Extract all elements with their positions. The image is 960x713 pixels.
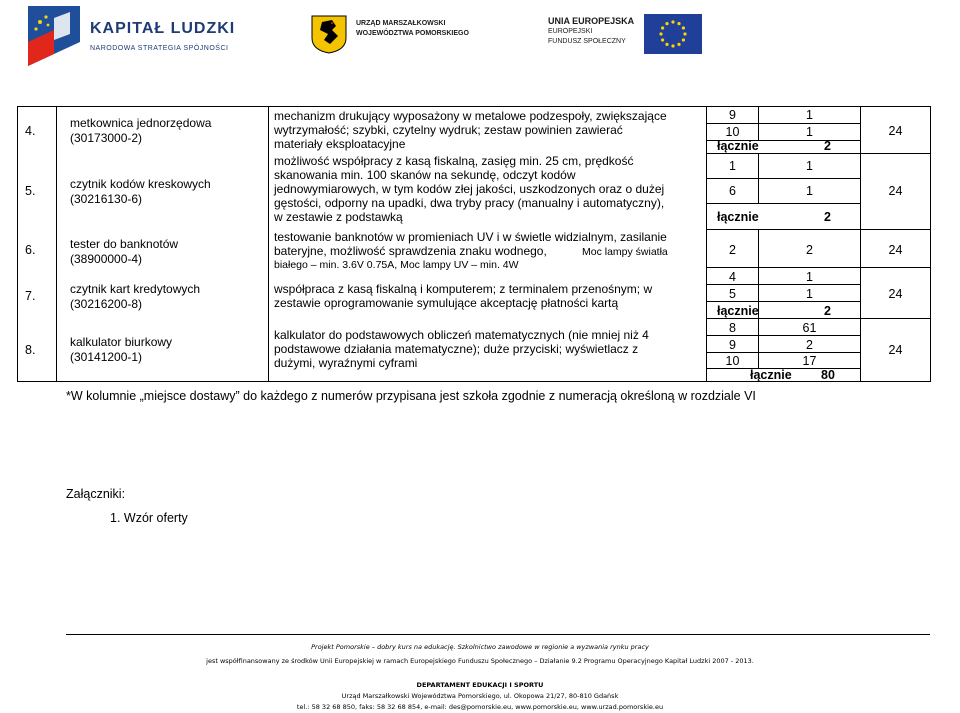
footer-department: DEPARTAMENT EDUKACJI I SPORTU	[416, 681, 544, 689]
g5-qty-1: 61	[802, 321, 817, 335]
g2-right-value: 24	[888, 184, 903, 198]
g4-qty-1: 1	[806, 270, 813, 284]
g2-loc-1: 1	[729, 159, 736, 173]
g4-qty-2: 1	[806, 287, 813, 301]
row-number-5: 5.	[25, 184, 36, 198]
g4-right-value: 24	[888, 287, 903, 301]
row-number-7: 7.	[25, 289, 36, 303]
item-code-6: (38900000-4)	[70, 252, 143, 266]
g3-qty: 2	[806, 243, 813, 257]
row-number-4: 4.	[25, 124, 36, 138]
item-name-5: czytnik kodów kreskowych	[70, 177, 211, 191]
footer-contact: tel.: 58 32 68 850, faks: 58 32 68 854, e-mail: des@pomorskie.eu, www.pomorskie.eu, www.urzad.pomorskie.eu	[296, 703, 664, 711]
item-code-7: (30216200-8)	[70, 297, 143, 311]
footer-funding: jest współfinansowany ze środków Unii Europejskiej w ramach Europejskiego Funduszu Społecznego – Działanie 9.2 Programu Operacyjnego Kapitał Ludzki 2007 - 2013.	[206, 657, 754, 665]
unia-europejska-logo	[548, 14, 708, 56]
desc-4-line-2: wytrzymałość; szybki, czytelny wydruk; zestaw powinien zawierać	[274, 123, 623, 137]
g1-total-label: łącznie	[717, 139, 759, 153]
g5-loc-2: 9	[729, 338, 736, 352]
eu-line-1: UNIA EUROPEJSKA	[548, 16, 635, 26]
g4-total-label: łącznie	[717, 304, 759, 318]
urzad-line-2: WOJEWÓDZTWA POMORSKIEGO	[356, 30, 469, 37]
g3-right-value: 24	[888, 243, 903, 257]
kapital-ludzki-subtitle: NARODOWA STRATEGIA SPÓJNOŚCI	[90, 45, 229, 52]
urzad-marszalkowski-logo	[310, 14, 480, 56]
desc-6-line-1: testowanie banknotów w promieniach UV i w świetle widzialnym, zasilanie	[274, 230, 667, 244]
g2-total: 2	[824, 210, 831, 224]
desc-6-line-2: bateryjne, możliwość sprawdzenia znaku wodnego,	[274, 244, 547, 258]
desc-5-line-5: w zestawie z podstawką	[274, 210, 403, 224]
g4-loc-1: 4	[729, 270, 736, 284]
g5-right-value: 24	[888, 343, 903, 357]
item-name-8: kalkulator biurkowy	[70, 335, 173, 349]
eu-flag-icon	[644, 14, 702, 54]
g5-loc-3: 10	[725, 354, 740, 368]
kapital-ludzki-title: KAPITAŁ LUDZKI	[90, 20, 236, 37]
desc-6-line-3: białego – min. 3.6V 0.75A, Moc lampy UV – min. 4W	[274, 259, 519, 271]
g5-loc-1: 8	[729, 321, 736, 335]
desc-5-line-2: skanowania min. 100 skanów na sekundę, odczyt kodów	[274, 168, 576, 182]
equipment-table	[17, 106, 931, 382]
desc-5-line-3: jednowymiarowych, w tym kodów złej jakości, uszkodzonych oraz o dużej	[274, 182, 665, 196]
delivery-footnote: *W kolumnie „miejsce dostawy” do każdego z numerów przypisana jest szkoła zgodnie z numeracją określoną w rozdziale VI	[66, 389, 756, 403]
desc-5-line-4: gęstości, odporny na upadki, dwa tryby pracy (manualny i automatyczny),	[274, 196, 665, 210]
desc-6-line-2-small: Moc lampy światła	[582, 246, 668, 258]
eu-line-3: FUNDUSZ SPOŁECZNY	[548, 38, 626, 45]
g5-qty-3: 17	[802, 354, 817, 368]
g5-total: 80	[821, 368, 835, 382]
footer-divider	[66, 634, 930, 635]
desc-7-line-2: zestawie oprogramowanie symulujące akceptację płatności kartą	[274, 296, 619, 310]
item-code-5: (30216130-6)	[70, 192, 143, 206]
desc-4-line-3: materiały eksploatacyjne	[274, 137, 406, 151]
g1-loc-2: 10	[725, 125, 740, 139]
g2-qty-2: 1	[806, 184, 813, 198]
footer-address: Urząd Marszałkowski Województwa Pomorskiego, ul. Okopowa 21/27, 80-810 Gdańsk	[341, 692, 619, 700]
item-name-4: metkownica jednorzędowa	[70, 116, 212, 130]
g1-loc-1: 9	[729, 108, 736, 122]
attachment-item-1: 1. Wzór oferty	[110, 511, 188, 525]
g4-total: 2	[824, 304, 831, 318]
eu-line-2: EUROPEJSKI	[548, 28, 593, 35]
urzad-line-1: URZĄD MARSZAŁKOWSKI	[356, 20, 446, 27]
griffin-crest-icon	[310, 14, 348, 54]
kapital-ludzki-emblem-icon	[24, 4, 84, 68]
g4-loc-2: 5	[729, 287, 736, 301]
desc-5-line-1: możliwość współpracy z kasą fiskalną, zasięg min. 25 cm, prędkość	[274, 154, 634, 168]
g2-qty-1: 1	[806, 159, 813, 173]
row-number-6: 6.	[25, 243, 36, 257]
desc-4-line-1: mechanizm drukujący wyposażony w metalowe podzespoły, zwiększające	[274, 109, 667, 123]
desc-8-line-2: podstawowe działania matematyczne); duże przyciski; wyświetlacz z	[274, 342, 639, 356]
g1-total: 2	[824, 139, 831, 153]
g2-loc-2: 6	[729, 184, 736, 198]
desc-8-line-3: dużymi, wyraźnymi cyframi	[274, 356, 418, 370]
item-code-4: (30173000-2)	[70, 131, 143, 145]
desc-8-line-1: kalkulator do podstawowych obliczeń matematycznych (nie mniej niż 4	[274, 328, 649, 342]
kapital-ludzki-logo	[24, 4, 244, 68]
attachments-heading: Załączniki:	[66, 487, 126, 501]
row-number-8: 8.	[25, 343, 36, 357]
item-code-8: (30141200-1)	[70, 350, 143, 364]
item-name-6: tester do banknotów	[70, 237, 179, 251]
g3-loc: 2	[729, 243, 736, 257]
g5-qty-2: 2	[806, 338, 813, 352]
g1-qty-1: 1	[806, 108, 813, 122]
g1-qty-2: 1	[806, 125, 813, 139]
desc-7-line-1: współpraca z kasą fiskalną i komputerem; z terminalem przenośnym; w	[274, 282, 653, 296]
g5-total-label: łącznie	[750, 368, 792, 382]
g2-total-label: łącznie	[717, 210, 759, 224]
item-name-7: czytnik kart kredytowych	[70, 282, 201, 296]
g1-right-value: 24	[888, 124, 903, 138]
footer-project: Projekt Pomorskie – dobry kurs na edukację. Szkolnictwo zawodowe w regionie a wyzwania rynku pracy	[311, 643, 649, 651]
